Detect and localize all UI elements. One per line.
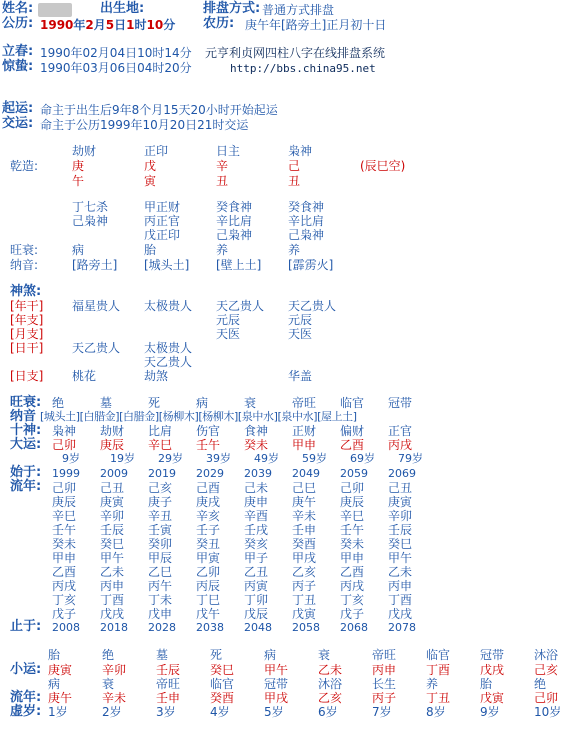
shishen-cell: 比肩 (148, 424, 173, 438)
liunian-cell: 乙未 (100, 565, 125, 579)
liunian-cell: 壬子 (196, 523, 221, 537)
shensha-row-label: [年支] (10, 313, 44, 327)
earthly-branch: 丑 (288, 174, 301, 188)
shensha-row-label: [年干] (10, 299, 44, 313)
shensha-cell: 天乙贵人 (72, 341, 121, 355)
heavenly-stem: 庚 (72, 159, 85, 173)
dayun-ganzhi: 癸未 (244, 438, 269, 452)
shishen-label: 十神: (10, 423, 42, 438)
liunian-cell: 甲申 (340, 551, 365, 565)
liunian-grid (52, 481, 436, 621)
liunian-cell: 辛卯 (388, 509, 413, 523)
liunian-cell: 庚子 (148, 495, 173, 509)
shishen-cell: 伤官 (196, 424, 221, 438)
liunian-cell: 丁巳 (196, 593, 221, 607)
wangshuai-cell: 胎 (144, 243, 157, 257)
xiaoyun-state: 衰 (318, 648, 331, 662)
jiaoyun-label: 交运: (2, 116, 34, 131)
end-year: 2068 (340, 621, 368, 634)
dayun-label: 大运: (10, 437, 42, 452)
xiaoyun-liunian-state: 胎 (480, 677, 493, 691)
liunian-cell: 辛巳 (340, 509, 365, 523)
hidden-stem: 丁七杀 (72, 200, 109, 214)
xiaoyun-liunian-state: 长生 (372, 677, 397, 691)
xiaoyun-liunian-states-row (48, 677, 571, 691)
liunian-cell: 癸巳 (100, 537, 125, 551)
shensha-row-label: [日干] (10, 341, 44, 355)
dayun-ages-row (62, 452, 446, 466)
pillar-gods-row (72, 144, 360, 158)
liunian-cell: 甲午 (100, 551, 125, 565)
liunian-cell: 丙戌 (340, 579, 365, 593)
end-year: 2028 (148, 621, 176, 634)
kong-note: (辰巳空) (360, 159, 406, 173)
liunian-cell: 壬辰 (388, 523, 413, 537)
shensha-cell: 元辰 (288, 313, 313, 327)
birthplace-label: 出生地: (100, 1, 145, 16)
end-year: 2038 (196, 621, 224, 634)
liunian-cell: 戊戌 (388, 607, 413, 621)
xusui-cell: 3岁 (156, 705, 176, 719)
liunian-cell: 壬午 (52, 523, 77, 537)
dayun-age: 29岁 (158, 452, 183, 465)
dayun-ganzhi: 壬午 (196, 438, 221, 452)
liunian-cell: 辛未 (292, 509, 317, 523)
start-year: 2029 (196, 467, 224, 480)
start-year: 1999 (52, 467, 80, 480)
shensha-row-label (10, 355, 72, 369)
shensha-cell: 天乙贵人 (288, 299, 337, 313)
shishen-cell: 正财 (292, 424, 317, 438)
pillar-god: 劫财 (72, 144, 97, 158)
dayun-wangshuai-cell: 帝旺 (292, 396, 317, 410)
liunian-cell: 丁亥 (52, 593, 77, 607)
system-name: 元亨利贞网四柱八字在线排盘系统 (205, 46, 386, 60)
name-label: 姓名: (2, 1, 34, 16)
xiaoyun-state: 胎 (48, 648, 61, 662)
liunian-cell: 丙申 (100, 579, 125, 593)
nayin-label: 纳音: (10, 258, 39, 272)
liunian-cell: 辛丑 (148, 509, 173, 523)
xusui-cell: 4岁 (210, 705, 230, 719)
liunian-cell: 丙午 (148, 579, 173, 593)
pillar-god: 日主 (216, 144, 241, 158)
earthly-branch: 午 (72, 174, 85, 188)
wangshuai-cell: 养 (288, 243, 301, 257)
end-year: 2008 (52, 621, 80, 634)
dayun-ganzhi: 丙戌 (388, 438, 413, 452)
shensha-rizhi-row (10, 369, 360, 383)
xiaoyun-label: 小运: (10, 662, 42, 677)
liunian-cell: 庚寅 (388, 495, 413, 509)
lichun-value: 1990年02月04日10时14分 (40, 46, 192, 60)
end-year: 2018 (100, 621, 128, 634)
shensha-cell: 天乙贵人 (144, 355, 193, 369)
xiaoyun-ganzhi: 辛卯 (102, 663, 127, 677)
xiaoyun-ganzhi-row (48, 663, 571, 677)
xusui-label: 虚岁: (10, 704, 42, 719)
xiaoyun-liunian: 丁丑 (426, 691, 451, 705)
liunian-cell: 丁卯 (244, 593, 269, 607)
xiaoyun-state: 临官 (426, 648, 451, 662)
xiaoyun-ganzhi: 壬辰 (156, 663, 181, 677)
end-label: 止于: (10, 619, 42, 634)
start-year: 2019 (148, 467, 176, 480)
dayun-wangshuai-cell: 临官 (340, 396, 365, 410)
jingzhe-value: 1990年03月06日04时20分 (40, 61, 192, 75)
liunian-cell: 戊寅 (292, 607, 317, 621)
end-year: 2058 (292, 621, 320, 634)
dayun-wangshuai-cell: 衰 (244, 396, 257, 410)
lichun-label: 立春: (2, 44, 34, 59)
xiaoyun-liunian: 辛未 (102, 691, 127, 705)
shishen-cell: 正官 (388, 424, 413, 438)
dayun-nayin-value: [城头土][白腊金][白腊金][杨柳木][杨柳木][泉中水][泉中水][屋上土] (40, 410, 357, 423)
dayun-age: 69岁 (350, 452, 375, 465)
xusui-cell: 8岁 (426, 705, 446, 719)
shensha-cell (288, 341, 360, 355)
liunian-cell: 己卯 (340, 481, 365, 495)
nayin-cell: [壁上土] (216, 258, 262, 272)
shensha-cell (144, 327, 216, 341)
xiaoyun-liunian: 庚午 (48, 691, 73, 705)
liunian-cell: 癸丑 (196, 537, 221, 551)
shensha-cell: 太极贵人 (144, 341, 193, 355)
liunian-cell: 丁丑 (292, 593, 317, 607)
liunian-cell: 辛酉 (244, 509, 269, 523)
heavenly-stem: 戊 (144, 159, 157, 173)
shensha-table (10, 299, 360, 369)
liunian-cell: 甲辰 (148, 551, 173, 565)
xiaoyun-liunian: 丙子 (372, 691, 397, 705)
liunian-cell: 戊子 (52, 607, 77, 621)
liunian-cell: 己亥 (148, 481, 173, 495)
dayun-wangshuai-cell: 绝 (52, 396, 65, 410)
hidden-stem: 甲正财 (144, 200, 181, 214)
xusui-cell: 7岁 (372, 705, 392, 719)
liunian-cell: 乙巳 (148, 565, 173, 579)
liunian-cell: 甲子 (244, 551, 269, 565)
shishen-cell: 枭神 (52, 424, 77, 438)
shensha-cell (72, 327, 144, 341)
dayun-wangshuai-cell: 死 (148, 396, 161, 410)
liunian-cell: 戊午 (196, 607, 221, 621)
liunian-cell: 戊辰 (244, 607, 269, 621)
shensha-cell (288, 355, 360, 369)
start-year: 2049 (292, 467, 320, 480)
end-year: 2048 (244, 621, 272, 634)
dayun-ganzhi-row (52, 438, 436, 452)
liunian-cell: 癸亥 (244, 537, 269, 551)
xusui-row (48, 705, 571, 719)
xiaoyun-ganzhi: 丙申 (372, 663, 397, 677)
dayun-age: 49岁 (254, 452, 279, 465)
dayun-age: 39岁 (206, 452, 231, 465)
branches-row (72, 174, 360, 188)
liunian-cell: 壬午 (340, 523, 365, 537)
qianzao-label: 乾造: (10, 159, 39, 173)
shensha-cell: 天医 (216, 327, 241, 341)
solar-label: 公历: (2, 16, 34, 31)
liunian-cell: 丙申 (388, 579, 413, 593)
nayin-cell: [霹雳火] (288, 258, 334, 272)
xiaoyun-ganzhi: 丁酉 (426, 663, 451, 677)
jingzhe-label: 惊蛰: (2, 59, 34, 74)
liunian-cell: 丙辰 (196, 579, 221, 593)
liunian-cell: 庚午 (292, 495, 317, 509)
hidden-stem: 辛比肩 (216, 214, 253, 228)
dayun-age: 59岁 (302, 452, 327, 465)
shensha-cell: 华盖 (288, 369, 313, 383)
liunian-cell: 己卯 (52, 481, 77, 495)
xiaoyun-ganzhi: 乙未 (318, 663, 343, 677)
liunian-cell: 癸卯 (148, 537, 173, 551)
nayin-cell: [路旁土] (72, 258, 118, 272)
site-url-link[interactable]: http://bbs.china95.net (230, 62, 376, 75)
liunian-cell: 辛卯 (100, 509, 125, 523)
wangshuai-row (72, 243, 360, 257)
lunar-label: 农历: (203, 16, 235, 31)
xusui-cell: 6岁 (318, 705, 338, 719)
pillar-god: 正印 (144, 144, 169, 158)
xiaoyun-liunian-state: 病 (48, 677, 61, 691)
dayun-ganzhi: 甲申 (292, 438, 317, 452)
liunian-cell: 丙寅 (244, 579, 269, 593)
shensha-cell: 天医 (288, 327, 313, 341)
shishen-cell: 劫财 (100, 424, 125, 438)
xiaoyun-state: 病 (264, 648, 277, 662)
end-years-row (52, 621, 436, 635)
xiaoyun-state: 绝 (102, 648, 115, 662)
stems-row (72, 159, 440, 173)
liunian-cell: 庚寅 (100, 495, 125, 509)
earthly-branch: 丑 (216, 174, 229, 188)
xiaoyun-ganzhi: 戊戌 (480, 663, 505, 677)
liunian-cell: 辛亥 (196, 509, 221, 523)
dayun-wangshuai-cell: 病 (196, 396, 209, 410)
liunian-cell: 甲戌 (292, 551, 317, 565)
qiyun-value: 命主于出生后9年8个月15天20小时开始起运 (40, 103, 278, 117)
liunian-cell: 甲申 (52, 551, 77, 565)
liunian-cell: 甲午 (388, 551, 413, 565)
liunian-cell: 庚申 (244, 495, 269, 509)
dayun-wangshuai-cell: 墓 (100, 396, 113, 410)
xiaoyun-liunian: 甲戌 (264, 691, 289, 705)
xiaoyun-liunian-label: 流年: (10, 690, 42, 705)
liunian-cell: 庚辰 (340, 495, 365, 509)
dayun-ganzhi: 乙酉 (340, 438, 365, 452)
shensha-cell: 福星贵人 (72, 299, 121, 313)
liunian-cell: 丁亥 (340, 593, 365, 607)
shensha-row-label: [日支] (10, 369, 44, 383)
hidden-stem: 己枭神 (288, 228, 325, 242)
shensha-cell (216, 355, 288, 369)
xiaoyun-ganzhi: 甲午 (264, 663, 289, 677)
liunian-cell: 壬寅 (148, 523, 173, 537)
hidden-stem: 癸食神 (216, 200, 253, 214)
liunian-cell: 己丑 (100, 481, 125, 495)
xiaoyun-liunian-state: 养 (426, 677, 439, 691)
redacted-name (38, 3, 72, 17)
wangshuai-cell: 病 (72, 243, 85, 257)
nayin-row (72, 258, 360, 272)
xusui-cell: 1岁 (48, 705, 68, 719)
liunian-cell: 癸酉 (292, 537, 317, 551)
start-year: 2039 (244, 467, 272, 480)
liunian-cell: 丁未 (148, 593, 173, 607)
liunian-cell: 乙丑 (244, 565, 269, 579)
liunian-cell: 癸未 (52, 537, 77, 551)
dayun-age: 19岁 (110, 452, 135, 465)
qiyun-label: 起运: (2, 101, 34, 116)
solar-date: 1990年2月5日1时10分 (40, 18, 176, 32)
shensha-cell: 劫煞 (144, 369, 169, 383)
liunian-cell: 庚辰 (52, 495, 77, 509)
xiaoyun-liunian: 戊寅 (480, 691, 505, 705)
lunar-value: 庚午年[路旁土]正月初十日 (245, 18, 387, 32)
pillar-god: 枭神 (288, 144, 313, 158)
liunian-cell: 壬戌 (244, 523, 269, 537)
liunian-cell: 戊申 (148, 607, 173, 621)
hidden-stem: 癸食神 (288, 200, 325, 214)
liunian-cell: 己酉 (196, 481, 221, 495)
liunian-cell: 乙酉 (52, 565, 77, 579)
hidden-stem: 己枭神 (72, 214, 109, 228)
liunian-cell: 乙酉 (340, 565, 365, 579)
hidden-stem: 戊正印 (144, 228, 181, 242)
xiaoyun-ganzhi: 庚寅 (48, 663, 73, 677)
xiaoyun-liunian-state: 冠带 (264, 677, 289, 691)
xiaoyun-state: 死 (210, 648, 223, 662)
liunian-cell: 辛巳 (52, 509, 77, 523)
xiaoyun-liunian-state: 帝旺 (156, 677, 181, 691)
dayun-wangshuai-row (52, 396, 436, 410)
liunian-cell: 丙子 (292, 579, 317, 593)
shensha-cell (216, 369, 288, 383)
start-year: 2009 (100, 467, 128, 480)
liunian-label: 流年: (10, 479, 42, 494)
xiaoyun-liunian-state: 绝 (534, 677, 547, 691)
start-year: 2059 (340, 467, 368, 480)
wangshuai-label: 旺衰: (10, 243, 39, 257)
xusui-cell: 2岁 (102, 705, 122, 719)
liunian-cell: 戊子 (340, 607, 365, 621)
shishen-cell: 偏财 (340, 424, 365, 438)
start-label: 始于: (10, 465, 42, 480)
xiaoyun-liunian-row (48, 691, 571, 705)
liunian-cell: 癸未 (340, 537, 365, 551)
hidden-stem: 丙正官 (144, 214, 181, 228)
shishen-cell: 食神 (244, 424, 269, 438)
liunian-cell: 甲寅 (196, 551, 221, 565)
shishen-row (52, 424, 436, 438)
xiaoyun-liunian: 己卯 (534, 691, 559, 705)
hidden-stem: 己枭神 (216, 228, 253, 242)
xiaoyun-liunian-state: 衰 (102, 677, 115, 691)
xusui-cell: 9岁 (480, 705, 500, 719)
xiaoyun-states-row (48, 648, 571, 662)
dayun-ganzhi: 辛巳 (148, 438, 173, 452)
hidden-stem: 辛比肩 (288, 214, 325, 228)
shensha-cell: 太极贵人 (144, 299, 193, 313)
liunian-cell: 癸巳 (388, 537, 413, 551)
xiaoyun-liunian: 癸酉 (210, 691, 235, 705)
xiaoyun-state: 沐浴 (534, 648, 559, 662)
liunian-cell: 己未 (244, 481, 269, 495)
xiaoyun-state: 冠带 (480, 648, 505, 662)
dayun-ganzhi: 己卯 (52, 438, 77, 452)
xiaoyun-state: 帝旺 (372, 648, 397, 662)
heavenly-stem: 辛 (216, 159, 229, 173)
jiaoyun-value: 命主于公历1999年10月20日21时交运 (40, 118, 249, 132)
xiaoyun-liunian-state: 沐浴 (318, 677, 343, 691)
liunian-cell: 己巳 (292, 481, 317, 495)
shensha-cell: 元辰 (216, 313, 241, 327)
xiaoyun-ganzhi: 己亥 (534, 663, 559, 677)
xiaoyun-liunian: 壬申 (156, 691, 181, 705)
liunian-cell: 乙亥 (292, 565, 317, 579)
shensha-cell: 桃花 (72, 369, 97, 383)
dayun-wangshuai-label: 旺衰: (10, 395, 42, 410)
start-years-row (52, 467, 436, 481)
dayun-ganzhi: 庚辰 (100, 438, 125, 452)
wangshuai-cell: 养 (216, 243, 229, 257)
liunian-cell: 壬申 (292, 523, 317, 537)
start-year: 2069 (388, 467, 416, 480)
liunian-cell: 乙未 (388, 565, 413, 579)
dayun-age: 79岁 (398, 452, 423, 465)
liunian-cell: 庚戌 (196, 495, 221, 509)
shensha-cell (216, 341, 288, 355)
liunian-cell: 丙戌 (52, 579, 77, 593)
liunian-cell: 乙卯 (196, 565, 221, 579)
heavenly-stem: 己 (288, 159, 301, 173)
shensha-title: 神煞: (10, 284, 42, 299)
earthly-branch: 寅 (144, 174, 157, 188)
dayun-age: 9岁 (62, 452, 80, 465)
xusui-cell: 5岁 (264, 705, 284, 719)
liunian-cell: 戊戌 (100, 607, 125, 621)
liunian-cell: 壬辰 (100, 523, 125, 537)
xiaoyun-state: 墓 (156, 648, 169, 662)
pan-method-value: 普通方式排盘 (262, 3, 335, 17)
xiaoyun-liunian-state: 临官 (210, 677, 235, 691)
shensha-cell (72, 355, 144, 369)
pan-method-label: 排盘方式: (203, 1, 261, 16)
end-year: 2078 (388, 621, 416, 634)
shensha-cell: 天乙贵人 (216, 299, 265, 313)
shensha-cell (72, 313, 144, 327)
liunian-cell: 丁酉 (100, 593, 125, 607)
xiaoyun-ganzhi: 癸巳 (210, 663, 235, 677)
xusui-cell: 10岁 (534, 705, 562, 719)
shensha-cell (144, 313, 216, 327)
dayun-nayin-label: 纳音 (10, 409, 37, 424)
nayin-cell: [城头土] (144, 258, 190, 272)
xiaoyun-liunian: 乙亥 (318, 691, 343, 705)
liunian-cell: 丁酉 (388, 593, 413, 607)
hidden-stems (72, 200, 360, 242)
dayun-wangshuai-cell: 冠带 (388, 396, 413, 410)
liunian-cell: 己丑 (388, 481, 413, 495)
shensha-row-label: [月支] (10, 327, 44, 341)
